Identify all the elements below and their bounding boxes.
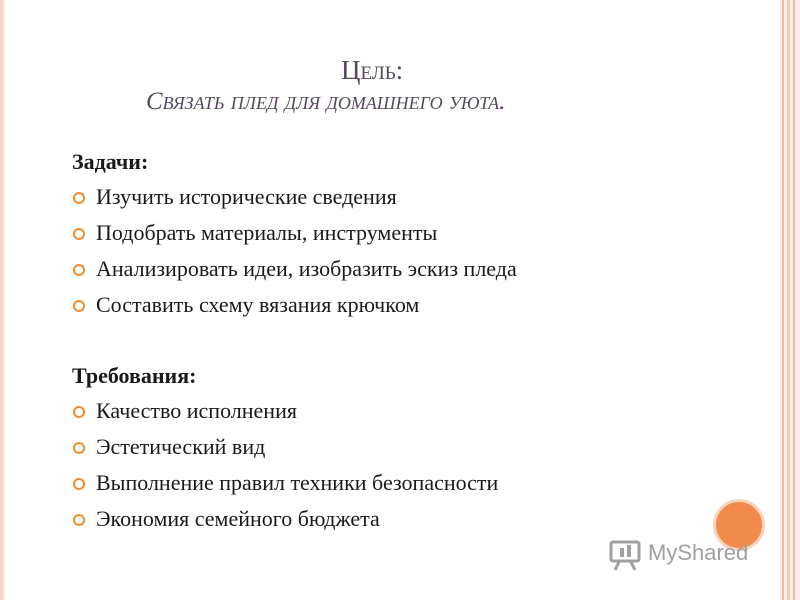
myshared-watermark [606, 536, 766, 574]
myshared-logo-icon [608, 538, 644, 572]
list-item-text: Изучить исторические сведения [96, 184, 397, 209]
bullet-circle-icon [73, 442, 85, 454]
right-border-line-3 [793, 0, 795, 600]
slide-content [72, 145, 732, 537]
list-item [72, 429, 732, 465]
list-item-text: Эстетический вид [96, 434, 266, 459]
tasks-list [72, 179, 732, 323]
list-item [72, 393, 732, 429]
bullet-circle-icon [73, 192, 85, 204]
list-item [72, 215, 732, 251]
list-item-text: Качество исполнения [96, 398, 297, 423]
list-item [72, 251, 732, 287]
bullet-circle-icon [73, 300, 85, 312]
slide-title: Цель: [341, 55, 404, 85]
bullet-circle-icon [73, 478, 85, 490]
list-item-text: Экономия семейного бюджета [96, 506, 380, 531]
right-border-line-2 [787, 0, 790, 600]
requirements-list [72, 393, 732, 537]
slide-subtitle: Связать плед для домашнего уюта. [146, 88, 506, 115]
bullet-circle-icon [73, 514, 85, 526]
bullet-circle-icon [73, 406, 85, 418]
list-item-text: Выполнение правил техники безопасности [96, 470, 499, 495]
list-item [72, 501, 732, 537]
list-item [72, 179, 732, 215]
list-item [72, 465, 732, 501]
list-item [72, 287, 732, 323]
bullet-circle-icon [73, 228, 85, 240]
watermark-text: MyShared [648, 540, 749, 565]
section-spacer [72, 323, 732, 359]
left-border-stripe-inner [3, 0, 5, 600]
list-item-text: Составить схему вязания крючком [96, 292, 420, 317]
list-item-text: Анализировать идеи, изобразить эскиз пледа [96, 256, 517, 281]
list-item-text: Подобрать материалы, инструменты [96, 220, 438, 245]
right-border-line-1 [782, 0, 784, 600]
tasks-heading: Задачи: [72, 149, 149, 174]
requirements-heading: Требования: [72, 363, 197, 388]
bullet-circle-icon [73, 264, 85, 276]
